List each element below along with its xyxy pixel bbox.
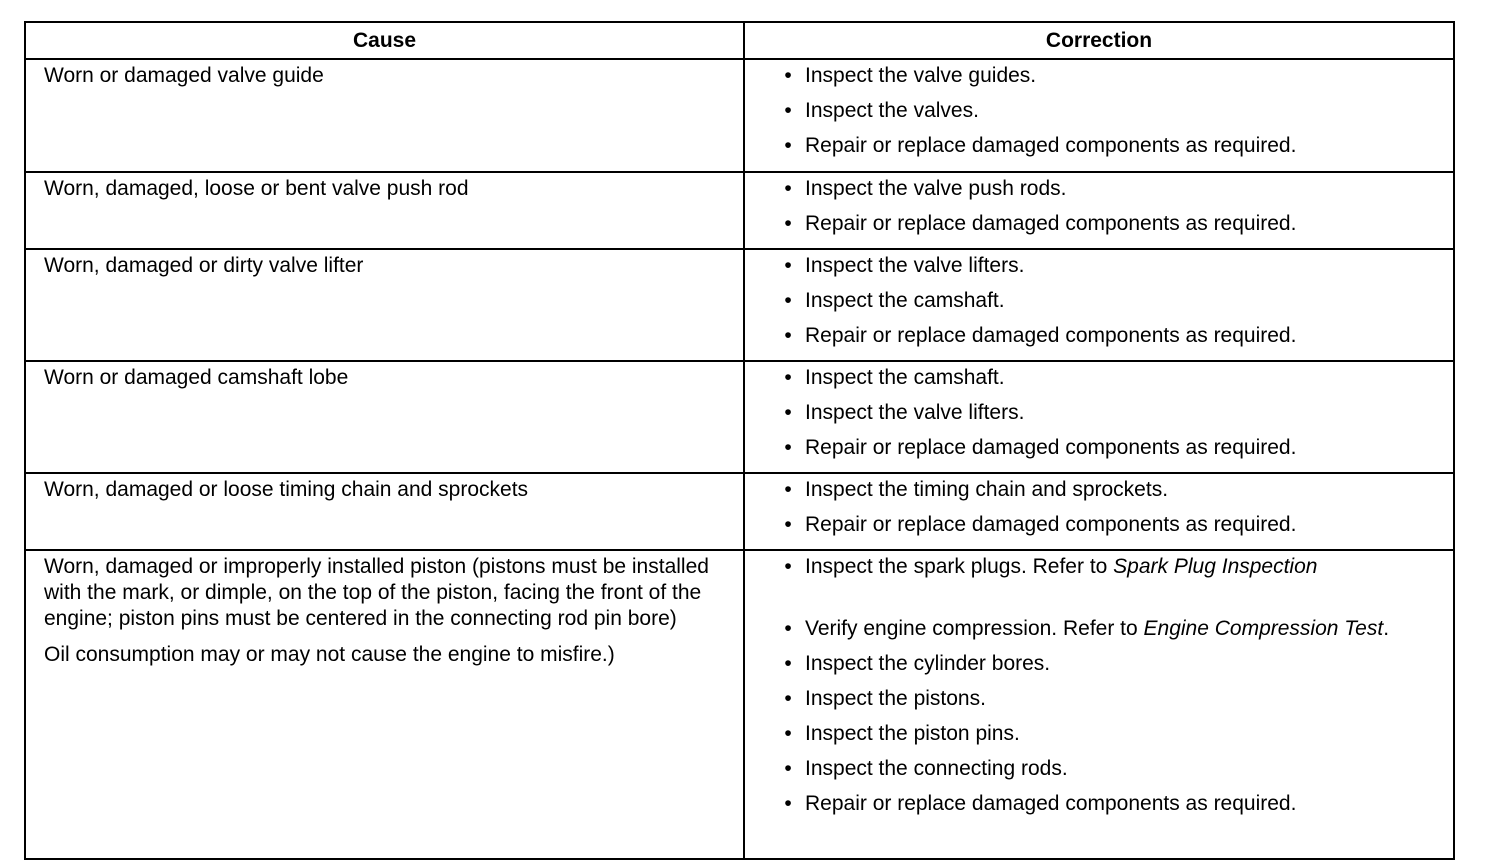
bullet-icon: •: [784, 722, 792, 745]
bullet-icon: •: [784, 792, 792, 815]
correction-cell: [744, 361, 1454, 473]
cause-note: Oil consumption may or may not cause the engine to misfire.): [44, 643, 615, 666]
cause-cell: [25, 473, 744, 550]
cause-text: Worn, damaged or improperly installed piston (pistons must be installed with the mark, or dimple, on the top of the piston, facing the front of the engine; piston pins must be centered in the connecting rod pin bore): [44, 555, 709, 630]
correction-column-header: Correction: [744, 22, 1454, 59]
correction-cell: [744, 550, 1454, 859]
correction-step: • Inspect the pistons.: [745, 686, 1449, 712]
correction-step: • Inspect the piston pins.: [745, 721, 1449, 747]
correction-step: • Repair or replace damaged components as required.: [745, 211, 1449, 237]
correction-step: • Inspect the valve lifters.: [745, 400, 1449, 426]
cause-cell: [25, 550, 744, 859]
correction-step: • Repair or replace damaged components as required.: [745, 791, 1449, 817]
bullet-icon: •: [784, 289, 792, 312]
correction-step: • Inspect the camshaft.: [745, 288, 1449, 314]
correction-step: • Repair or replace damaged components as required.: [745, 323, 1449, 349]
correction-step: • Inspect the valve lifters.: [745, 253, 1449, 279]
correction-step: • Inspect the spark plugs. Refer to Spark Plug Inspection: [745, 554, 1449, 580]
bullet-icon: •: [784, 652, 792, 675]
bullet-icon: •: [784, 757, 792, 780]
table-row: [25, 59, 1454, 172]
bullet-icon: •: [784, 555, 792, 578]
bullet-icon: •: [784, 513, 792, 536]
table-row: [25, 361, 1454, 473]
correction-step: • Inspect the camshaft.: [745, 365, 1449, 391]
table-row: [25, 249, 1454, 361]
correction-step: • Repair or replace damaged components as required.: [745, 435, 1449, 461]
cause-text: Worn or damaged valve guide: [44, 64, 324, 87]
correction-step: • Inspect the valves.: [745, 98, 1449, 124]
correction-list: [745, 176, 1449, 237]
correction-step: • Repair or replace damaged components as required.: [745, 512, 1449, 538]
correction-list: [745, 365, 1449, 461]
cause-cell: [25, 361, 744, 473]
procedure-reference: Engine Compression Test: [1143, 617, 1384, 640]
bullet-icon: •: [784, 478, 792, 501]
bullet-icon: •: [784, 324, 792, 347]
correction-cell: [744, 473, 1454, 550]
correction-step: • Inspect the valve push rods.: [745, 176, 1449, 202]
bullet-icon: •: [784, 254, 792, 277]
cause-column-header: Cause: [25, 22, 744, 59]
bullet-icon: •: [784, 617, 792, 640]
bullet-icon: •: [784, 366, 792, 389]
bullet-icon: •: [784, 99, 792, 122]
correction-cell: [744, 59, 1454, 172]
cause-text: Worn, damaged or dirty valve lifter: [44, 254, 364, 277]
table-header-row: [25, 22, 1454, 59]
bullet-icon: •: [784, 212, 792, 235]
cause-text: Worn, damaged or loose timing chain and sprockets: [44, 478, 529, 501]
correction-list: [745, 253, 1449, 349]
correction-step: • Repair or replace damaged components as required.: [745, 133, 1449, 159]
diagnostic-table: [24, 21, 1455, 860]
correction-step: • Inspect the timing chain and sprockets.: [745, 477, 1449, 503]
bullet-icon: •: [784, 64, 792, 87]
cause-cell: [25, 249, 744, 361]
bullet-icon: •: [784, 687, 792, 710]
table-row: [25, 473, 1454, 550]
correction-cell: [744, 172, 1454, 249]
correction-step: • Inspect the cylinder bores.: [745, 651, 1449, 677]
bullet-icon: •: [784, 134, 792, 157]
bullet-icon: •: [784, 401, 792, 424]
table-row: [25, 172, 1454, 249]
procedure-reference: Spark Plug Inspection: [1113, 555, 1318, 578]
table-row: [25, 550, 1454, 859]
bullet-icon: •: [784, 436, 792, 459]
correction-step: • Verify engine compression. Refer to Engine Compression Test.: [745, 616, 1449, 642]
cause-cell: [25, 59, 744, 172]
cause-cell: [25, 172, 744, 249]
correction-list: [745, 554, 1449, 817]
correction-list: [745, 477, 1449, 538]
correction-step: • Inspect the connecting rods.: [745, 756, 1449, 782]
correction-list: [745, 63, 1449, 159]
cause-text: Worn, damaged, loose or bent valve push rod: [44, 177, 469, 200]
correction-step: • Inspect the valve guides.: [745, 63, 1449, 89]
cause-text: Worn or damaged camshaft lobe: [44, 366, 349, 389]
bullet-icon: •: [784, 177, 792, 200]
correction-cell: [744, 249, 1454, 361]
